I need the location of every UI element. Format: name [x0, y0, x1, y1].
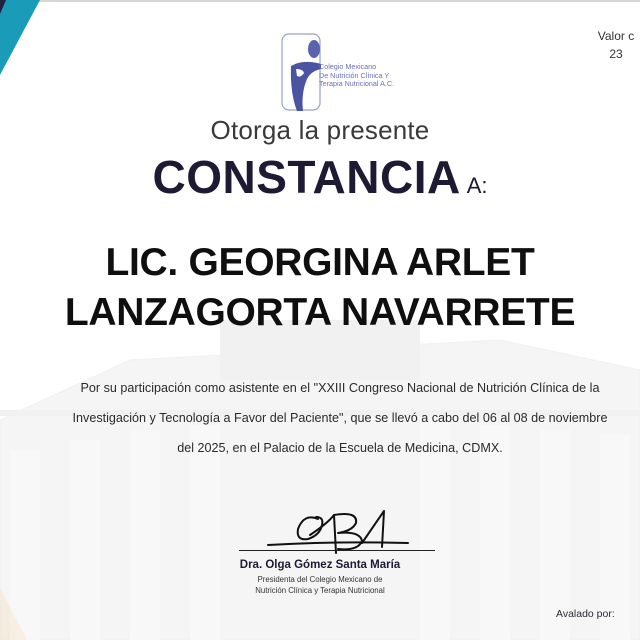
certificate-title [0, 150, 640, 204]
organization-name: Colegio Mexicano De Nutrición Clínica Y Terapia Nutricional A.C. [319, 62, 395, 89]
signer-name: Dra. Olga Gómez Santa María [239, 559, 401, 571]
recipient-name: LIC. GEORGINA ARLET LANZAGORTA NAVARRETE [64, 241, 576, 334]
signature-line [239, 550, 435, 551]
signer-role: Presidenta del Colegio Mexicano de Nutrición Clínica y Terapia Nutricional [255, 575, 385, 595]
organization-logo [281, 33, 421, 113]
title-suffix: A: [466, 173, 488, 198]
title-text: CONSTANCIA [152, 151, 461, 203]
intro-heading: Otorga la presente [210, 115, 430, 145]
endorsed-by-label: Avalado por: [556, 608, 615, 620]
top-border [0, 0, 640, 2]
person-logo-icon [281, 33, 321, 113]
corner-decoration-top-left [0, 0, 60, 80]
value-label: Valor c [597, 29, 635, 43]
participation-text: Por su participación como asistente en el "XXIII Congreso Nacional de Nutrición Clínica de la Investigación y Tecnología a Favor del Paciente", que se llevó a cabo del 06 al 08 de noviembre del 2025, en el Palacio de la Escuela de Medicina, CDMX. [72, 381, 608, 455]
value-number: 23 [609, 47, 623, 61]
value-box [586, 27, 640, 63]
handwritten-signature [238, 505, 438, 565]
